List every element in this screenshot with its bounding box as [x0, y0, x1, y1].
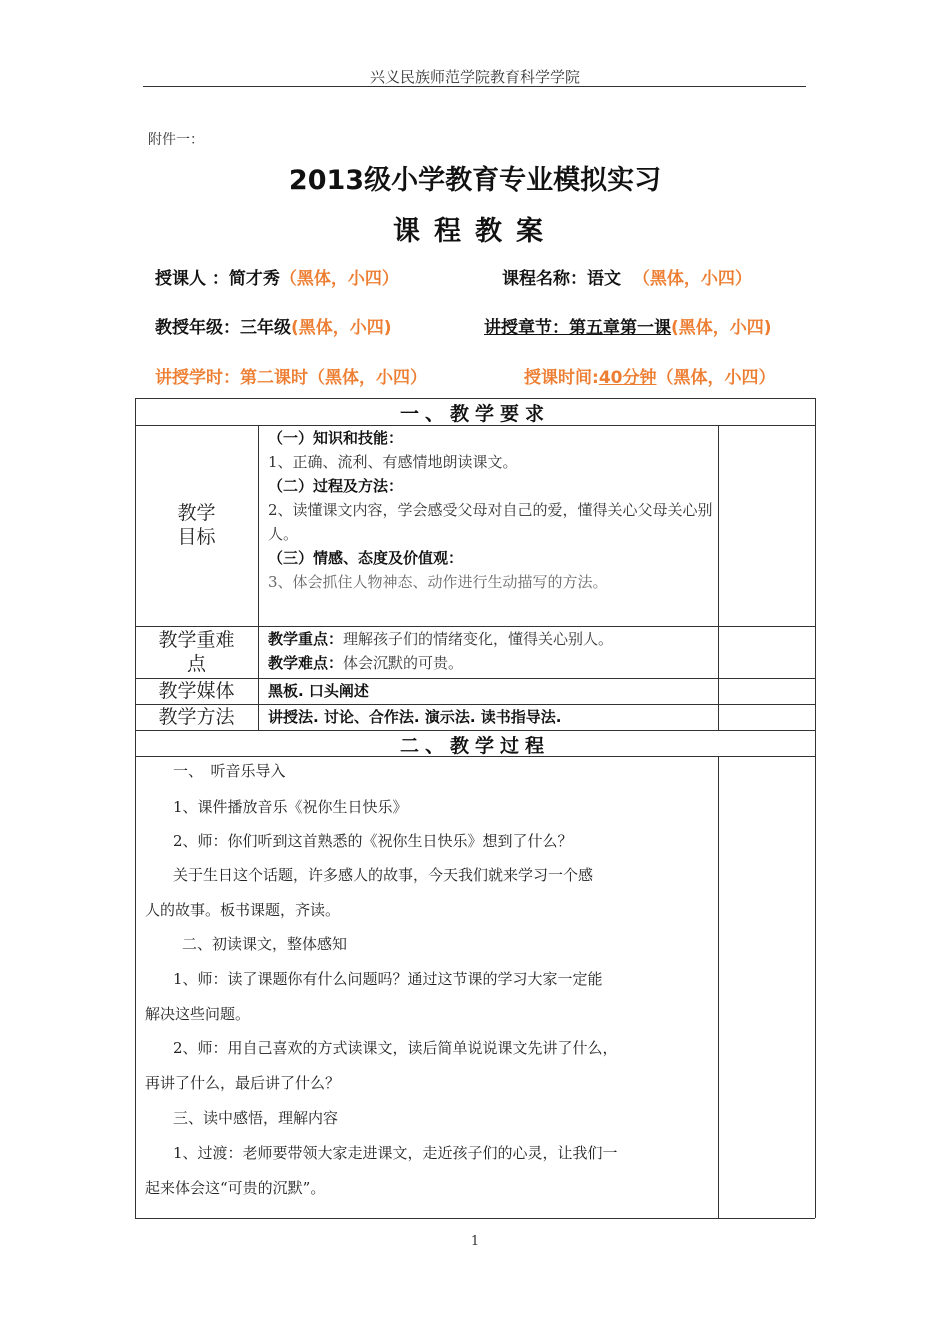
objectives-content: [268, 426, 714, 594]
media-label: 教学媒体: [158, 680, 235, 702]
difficulty-label: 教学难点：: [268, 654, 344, 672]
process-line: 1、课件播放音乐《祝你生日快乐》: [173, 798, 408, 816]
period-info: 讲授学时：第二课时（黑体，小四）: [155, 368, 427, 388]
process-line: 1、过渡：老师要带领大家走进课文，走近孩子们的心灵，让我们一: [173, 1144, 618, 1162]
teacher-info: [155, 264, 399, 289]
objective-text-2: 2、读懂课文内容，学会感受父母对自己的爱，懂得关心父母关心别人。: [268, 501, 713, 543]
grade-label: 教授年级：三年级: [155, 318, 291, 338]
process-line: 起来体会这“可贵的沉默”。: [145, 1179, 326, 1197]
course-label: 课程名称：语文: [502, 269, 621, 289]
process-line: 2、师：用自己喜欢的方式读课文，读后简单说说课文先讲了什么，: [173, 1039, 618, 1057]
section-title-requirements: 一、教学要求: [399, 403, 550, 425]
page-header: 兴义民族师范学院教育科学学院: [369, 68, 580, 86]
grade-note: (黑体，小四): [291, 318, 392, 338]
lesson-plan-table: [135, 398, 815, 1218]
chapter-info: [484, 313, 772, 338]
process-line: 二、初读课文，整体感知: [182, 935, 348, 953]
process-line: 解决这些问题。: [145, 1005, 251, 1023]
attachment-label: 附件一：: [148, 132, 204, 148]
objective-text-1: 1、正确、流利、有感情地朗读课文。: [268, 453, 518, 471]
objective-text-3: 3、体会抓住人物神态、动作进行生动描写的方法。: [268, 573, 608, 591]
time-note: （黑体，小四）: [656, 368, 776, 388]
course-info: [502, 264, 752, 289]
methods-value: 讲授法. 讨论、合作法. 演示法. 读书指导法.: [268, 708, 562, 726]
methods-label: 教学方法: [158, 706, 235, 728]
teacher-label: 授课人 ：简才秀: [155, 269, 280, 289]
process-line: 一、 听音乐导入: [173, 762, 286, 780]
difficulty-text: 体会沉默的可贵。: [343, 654, 464, 672]
keypoints-content: [268, 627, 714, 675]
objective-heading-2: （二）过程及方法：: [268, 477, 404, 495]
document-title: 2013级小学教育专业模拟实习: [288, 165, 662, 196]
grade-info: [155, 313, 392, 338]
document-subtitle: 课程教案: [393, 216, 557, 247]
focus-label: 教学重点：: [268, 630, 344, 648]
focus-text: 理解孩子们的情绪变化，懂得关心别人。: [343, 630, 614, 648]
keypoints-label: 教学重难点: [158, 629, 235, 675]
objective-heading-3: （三）情感、态度及价值观：: [268, 549, 464, 567]
time-value: 40分钟: [598, 368, 657, 388]
process-line: 关于生日这个话题，许多感人的故事，今天我们就来学习一个感: [173, 866, 594, 884]
time-info: [524, 363, 775, 388]
page-number: 1: [470, 1234, 480, 1249]
time-label: 授课时间:: [524, 368, 599, 388]
objectives-label: 教学目标: [177, 502, 216, 548]
section-title-process: 二、教学过程: [399, 735, 550, 757]
process-line: 人的故事。板书课题，齐读。: [145, 901, 341, 919]
chapter-note: (黑体，小四): [671, 318, 772, 338]
course-note: （黑体，小四）: [632, 269, 752, 289]
media-value: 黑板. 口头阐述: [268, 682, 369, 700]
process-line: 1、师：读了课题你有什么问题吗？通过这节课的学习大家一定能: [173, 970, 603, 988]
teacher-note: （黑体，小四）: [279, 269, 399, 289]
objective-heading-1: （一）知识和技能：: [268, 429, 404, 447]
process-line: 三、读中感悟，理解内容: [173, 1109, 339, 1127]
process-line: 再讲了什么，最后讲了什么？: [145, 1074, 341, 1092]
header-rule: [143, 86, 806, 87]
process-line: 2、师：你们听到这首熟悉的《祝你生日快乐》想到了什么？: [173, 832, 573, 850]
chapter-label: 讲授章节：第五章第一课: [484, 318, 671, 338]
